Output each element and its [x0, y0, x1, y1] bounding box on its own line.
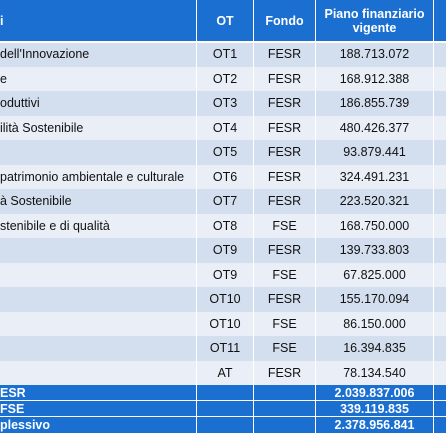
- row-ot: OT10: [209, 292, 241, 307]
- table-row: [0, 214, 446, 239]
- row-fondo: FESR: [267, 194, 302, 209]
- row-value: 86.150.000: [343, 316, 406, 331]
- row-description: e: [0, 71, 7, 86]
- table-row: [0, 287, 446, 312]
- row-value: 67.825.000: [343, 267, 406, 282]
- table-row: [0, 140, 446, 165]
- table-row: [0, 263, 446, 288]
- row-value: 480.426.377: [339, 120, 410, 135]
- row-ot: OT10: [209, 316, 241, 331]
- row-ot: OT6: [212, 169, 238, 184]
- row-value: 223.520.321: [339, 194, 410, 209]
- total-label: FSE: [0, 402, 25, 416]
- total-label: plessivo: [0, 418, 51, 432]
- row-fondo: FESR: [267, 169, 302, 184]
- table-row: [0, 238, 446, 263]
- column-separator: [196, 0, 197, 446]
- row-value: 168.750.000: [339, 218, 410, 233]
- table-row: [0, 336, 446, 361]
- row-fondo: FESR: [267, 365, 302, 380]
- table-row: [0, 42, 446, 67]
- row-ot: OT1: [212, 47, 238, 62]
- table-header-row: [0, 0, 446, 42]
- row-ot: OT4: [212, 120, 238, 135]
- row-value: 186.855.739: [339, 96, 410, 111]
- header-separator: [0, 41, 446, 43]
- row-description: [0, 140, 196, 165]
- row-description: [0, 287, 196, 312]
- row-fondo: FESR: [267, 145, 302, 160]
- row-fondo: FSE: [272, 218, 297, 233]
- column-separator: [315, 0, 316, 446]
- table-row: [0, 116, 446, 141]
- row-fondo: FESR: [267, 243, 302, 258]
- table-row: [0, 67, 446, 92]
- header-fondo: Fondo: [265, 14, 304, 28]
- row-ot: OT7: [212, 194, 238, 209]
- row-description: stenibile e di qualità: [0, 218, 110, 233]
- row-fondo: FESR: [267, 96, 302, 111]
- row-fondo: FSE: [272, 341, 297, 356]
- header-description: i: [0, 14, 4, 28]
- column-separator: [253, 0, 254, 446]
- row-value: 155.170.094: [339, 292, 410, 307]
- table-row: [0, 312, 446, 337]
- row-ot: OT3: [212, 96, 238, 111]
- row-description: patrimonio ambientale e culturale: [0, 169, 185, 184]
- total-value: 2.039.837.006: [334, 386, 415, 400]
- row-description: dell'Innovazione: [0, 47, 90, 62]
- row-value: 139.733.803: [339, 243, 410, 258]
- total-row: [0, 385, 446, 401]
- row-ot: OT9: [212, 243, 238, 258]
- row-fondo: FESR: [267, 47, 302, 62]
- row-ot: OT8: [212, 218, 238, 233]
- row-description: ilità Sostenibile: [0, 120, 84, 135]
- row-ot: OT11: [209, 341, 241, 356]
- total-row: [0, 417, 446, 433]
- row-fondo: FESR: [267, 120, 302, 135]
- table-row: [0, 361, 446, 386]
- row-fondo: FESR: [267, 292, 302, 307]
- row-value: 16.394.835: [343, 341, 406, 356]
- row-description: à Sostenibile: [0, 194, 72, 209]
- row-description: oduttivi: [0, 96, 40, 111]
- row-description: [0, 336, 196, 361]
- table-row: [0, 91, 446, 116]
- total-label: ESR: [0, 386, 26, 400]
- total-value: 339.119.835: [340, 402, 409, 416]
- row-description: [0, 312, 196, 337]
- row-ot: AT: [217, 365, 233, 380]
- row-value: 93.879.441: [343, 145, 406, 160]
- row-ot: OT5: [212, 145, 238, 160]
- row-description: [0, 263, 196, 288]
- header-piano-finanziario: Piano finanziario vigente: [324, 7, 425, 35]
- row-description: [0, 238, 196, 263]
- row-value: 168.912.388: [339, 71, 410, 86]
- row-description: [0, 361, 196, 386]
- total-row: [0, 401, 446, 417]
- row-value: 188.713.072: [339, 47, 410, 62]
- row-value: 78.134.540: [343, 365, 406, 380]
- header-ot: OT: [216, 14, 234, 28]
- row-fondo: FSE: [272, 267, 297, 282]
- total-value: 2.378.956.841: [334, 418, 415, 432]
- row-fondo: FESR: [267, 71, 302, 86]
- column-separator: [433, 0, 434, 446]
- row-ot: OT2: [212, 71, 238, 86]
- table-row: [0, 165, 446, 190]
- row-fondo: FSE: [272, 316, 297, 331]
- row-ot: OT9: [212, 267, 238, 282]
- table-row: [0, 189, 446, 214]
- row-value: 324.491.231: [339, 169, 410, 184]
